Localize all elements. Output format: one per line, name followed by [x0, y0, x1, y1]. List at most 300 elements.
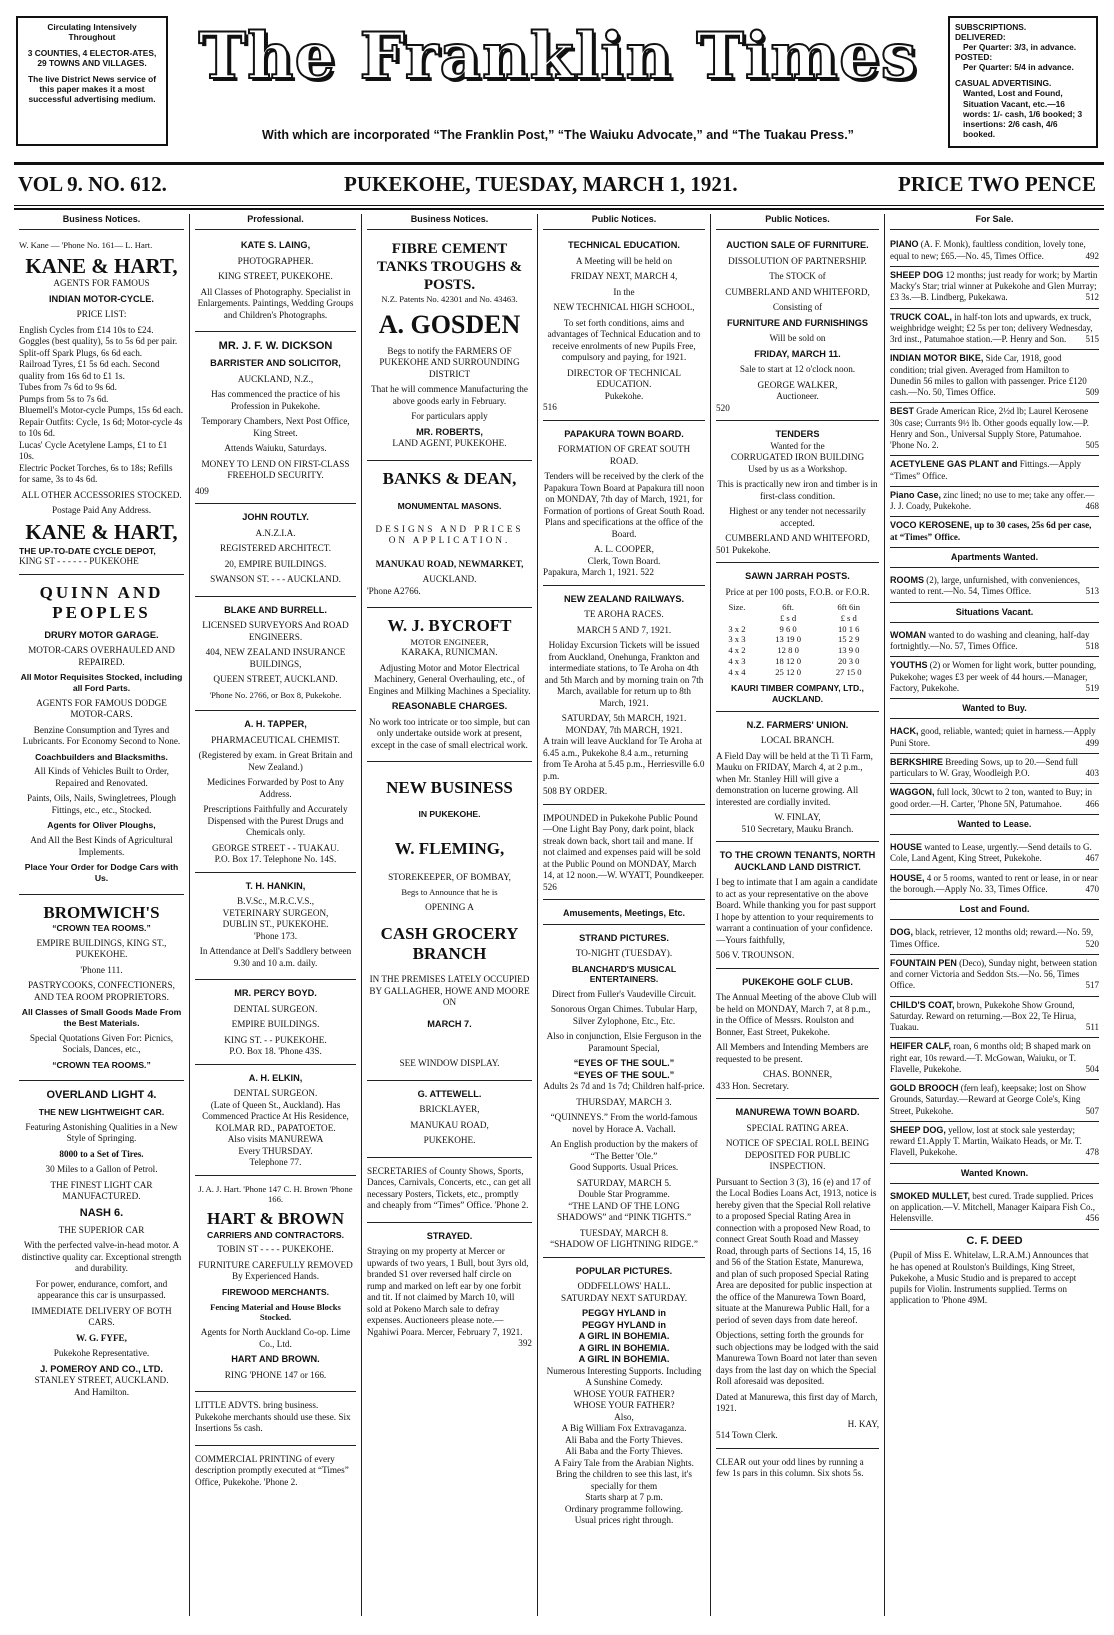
classified-number: 505 [1085, 440, 1099, 450]
classified-key: ROOMS [890, 575, 925, 585]
classified-item [890, 309, 1099, 351]
table-row [716, 624, 879, 635]
ad-line: INDIAN MOTOR-CYCLE. [49, 293, 154, 304]
classified-number: 515 [1085, 334, 1099, 344]
ad-line: IMPOUNDED in Pukekohe Public Pound—One Light Bay Pony, dark point, black streak down back, short tail and mane. If not claimed and expenses paid will be sold at the Public Pound on MONDAY, March 14, at 12 noon.—W. WYATT, Poundkeeper. 526 [543, 812, 705, 892]
price-line: Bluemell's Motor-cycle Pumps, 15s 6d each. [19, 405, 184, 416]
ad-line: Sonorous Organ Chimes. Tubular Harp, Silver Zylophone, Etc., Etc. [550, 1004, 698, 1026]
ad-line: PHARMACEUTICAL CHEMIST. [211, 734, 340, 745]
ad-line: PASTRYCOOKS, CONFECTIONERS, AND TEA ROOM PROPRIETORS. [28, 980, 175, 1002]
boyd-ad [195, 984, 356, 1065]
classified-key: FOUNTAIN PEN [890, 957, 957, 968]
classified-key: PIANO [890, 239, 919, 250]
ad-line: LOCAL BRANCH. [760, 735, 835, 746]
columns [14, 208, 1104, 1620]
column-heading: Public Notices. [543, 214, 705, 230]
ad-line: All Classes of Small Goods Made From the Best Materials. [21, 1007, 182, 1028]
classified-item [890, 870, 1099, 901]
ad-line: Medicines Forwarded by Post to Any Address. [206, 777, 345, 799]
ad-line: EMPIRE BUILDINGS. [231, 1019, 320, 1030]
ad-line: DENTAL SURGEON. [233, 1088, 318, 1099]
ad-line: Prescriptions Faithfully and Accurately Dispensed with the Purest Drugs and Chemicals only. [203, 804, 348, 838]
classified-key: BERKSHIRE [890, 756, 944, 767]
classified-key: WAGGON, [890, 787, 935, 798]
section-heading: Wanted to Buy. [890, 699, 1099, 719]
ad-line: OPENING A [425, 902, 474, 913]
table-row [716, 602, 879, 613]
price-line: English Cycles from £14 10s to £24. [19, 324, 154, 335]
ad-line: CARRIERS AND CONTRACTORS. [206, 1229, 345, 1240]
classified-item [890, 350, 1099, 403]
ad-line: Agents for Oliver Ploughs, [47, 820, 156, 831]
ad-line: W. Kane — 'Phone No. 161— L. Hart. [19, 240, 153, 251]
ad-title: NEW ZEALAND RAILWAYS. [563, 593, 685, 604]
ad-line: IMMEDIATE DELIVERY OF BOTH CARS. [31, 1305, 172, 1328]
table-cell: 9 6 0 [779, 623, 797, 634]
ad-line: In the [613, 286, 635, 297]
circ-line: 3 COUNTIES, 4 ELECTOR-ATES, 29 TOWNS AND VILLAGES. [27, 48, 157, 69]
ad-line: All Members and Intending Members are requested to be present. [716, 1042, 869, 1064]
ad-line: IN THE PREMISES LATELY OCCUPIED BY GALLAGHER, HOWE AND MOORE ON [369, 974, 530, 1008]
ad-line: This is practically new iron and timber is in first-class condition. [717, 479, 878, 501]
classified-item [890, 657, 1099, 699]
tenders-ad [716, 425, 879, 563]
classified-number: 468 [1085, 501, 1099, 511]
classified-key: ACETYLENE GAS PLANT and [890, 459, 1018, 470]
section-heading: Situations Vacant. [890, 603, 1099, 623]
classified-text: Breeding Sows, up to 20.—Send full particulars to W. Gray, Woodleigh P.O. [890, 756, 1079, 778]
ad-line: SECRETARIES of County Shows, Sports, Dances, Carnivals, Concerts, etc., can get all necessary Posters, Tickets, etc., promptly and cheaply from “Times” Office. 'Phone 2. [367, 1165, 532, 1211]
ad-line: For particulars apply [411, 411, 488, 422]
ad-line: Has commenced the practice of his Profession in Pukekohe. [211, 389, 340, 411]
ad-line: PRICE LIST: [76, 309, 127, 320]
column-heading: Business Notices. [19, 214, 184, 230]
classified-text: (2) or Women for light work, butter pounding, Pukekohe; wages £3 per week of 44 hours.—Manager, Factory, Pukekohe. [890, 660, 1097, 693]
ad-title: HART & BROWN [207, 1209, 344, 1229]
table-cell: 13 9 0 [837, 645, 860, 656]
ad-line: TE AROHA RACES. [584, 609, 664, 620]
ad-line: 'Phone A2766. [367, 585, 421, 596]
ad-line: 8000 to a Set of Tires. [59, 1148, 144, 1159]
ad-line: And All the Best Kinds of Agricultural Implements. [30, 835, 173, 857]
ad-line: (Late of Queen St., Auckland). Has Commenced Practice At His Residence, [202, 1099, 349, 1122]
classified-text: (fern leaf), keepsake; lost on Show Grounds, Saturday.—Reward at George Cole's, King Street, Pukekohe. [890, 1083, 1087, 1116]
ad-line: GEORGE STREET - - TUAKAU. [211, 842, 339, 853]
ad-line: THE NEW LIGHTWEIGHT CAR. [38, 1107, 165, 1118]
classified-key: BEST [890, 406, 915, 417]
ad-line: Agents for North Auckland Co-op. Lime Co., Ltd. [200, 1327, 351, 1349]
ad-line: Wanted for the [770, 440, 825, 451]
ad-line: 'Phone No. 2766, or Box 8, Pukekohe. [209, 689, 342, 700]
ad-line: A Sunshine Comedy. [585, 1377, 663, 1388]
ad-line: A Fairy Tale from the Arabian Nights. [554, 1457, 694, 1468]
section-heading: Apartments Wanted. [890, 548, 1099, 568]
price-table [716, 602, 879, 677]
table-cell: £ s d [779, 612, 797, 623]
ad-line: 'Phone 111. [80, 964, 123, 975]
classified-number: 507 [1085, 1105, 1099, 1116]
ad-line: MONDAY, 7th MARCH, 1921. [565, 724, 683, 735]
classified-number: 467 [1085, 853, 1099, 864]
ad-title: W. FLEMING, [394, 839, 505, 859]
ad-line: All Classes of Photography. Specialist in Enlargements. Paintings, Wedding Groups and Children's Photographs. [197, 286, 354, 320]
ad-line: KING ST - - - - - - PUKEKOHE [19, 556, 139, 567]
farmers-union-notice [716, 716, 879, 843]
classified-item [890, 1188, 1099, 1230]
ad-title: OVERLAND LIGHT 4. [46, 1089, 157, 1102]
classified-text: zinc lined; no use to me; take any offer.—J. J. Coady, Pukekohe. [890, 489, 1095, 511]
ad-line: FORMATION OF GREAT SOUTH ROAD. [557, 444, 691, 466]
ad-line: SEE WINDOW DISPLAY. [399, 1058, 500, 1069]
ad-line: A GIRL IN BOHEMIA. [578, 1354, 670, 1365]
ad-line: VETERINARY SURGEON, [222, 907, 329, 918]
classified-text: wanted to Lease, urgently.—Send details to G. Cole, Land Agent, King Street, Pukekohe. [890, 842, 1092, 864]
ad-line: KARAKA, RUNICMAN. [401, 647, 498, 658]
ad-title: JOHN ROUTLY. [242, 512, 309, 522]
ad-line: DENTAL SURGEON. [233, 1003, 318, 1014]
ad-line: Clerk, Town Board. [587, 555, 661, 566]
classified-number: 499 [1085, 737, 1099, 748]
column-heading: Professional. [195, 214, 356, 230]
classified-item [890, 517, 1099, 548]
new-business-ad [367, 766, 532, 1081]
classified-key: Piano Case, [890, 489, 942, 500]
classified-item [890, 955, 1099, 997]
ad-line: STANLEY STREET, AUCKLAND. [34, 1375, 169, 1386]
ad-title: FIBRE CEMENT TANKS TROUGHS & POSTS. [376, 241, 523, 294]
ad-line: Sale to start at 12 o'clock noon. [739, 364, 856, 375]
table-cell: 18 12 0 [775, 655, 801, 666]
golf-club-notice [716, 973, 879, 1100]
sub-line: POSTED: [955, 52, 993, 63]
table-cell: 4 x 2 [728, 645, 746, 656]
strand-pictures-ad [543, 929, 705, 1258]
classified-text: up to 30 cases, 25s 6d per case, at “Times” Office. [890, 520, 1092, 542]
ad-line: A Field Day will be held at the Ti Ti Farm, Mauku on FRIDAY, March 4, at 2 p.m., when Mr. Stanley Hill will give a demonstration on lucerne growing. All interested are cordially invited. [716, 750, 873, 807]
overland-ad [19, 1085, 184, 1404]
ad-line: “EYES OF THE SOUL.” [573, 1058, 675, 1069]
ad-line: Double Star Programme. [578, 1189, 670, 1200]
ad-line: EMPIRE BUILDINGS, KING ST., PUKEKOHE. [36, 937, 167, 960]
price-line: Railroad Tyres, £1 5s 6d each. Second quality from 16s 6d to £1 1s. [19, 359, 160, 381]
price-line: Electric Pocket Torches, 6s to 18s; Refills for same, 3s to 4s 6d. [19, 462, 173, 485]
ad-line: MARCH 5 AND 7, 1921. [576, 624, 672, 635]
ad-line: Pukekohe Representative. [53, 1348, 150, 1359]
table-cell: 15 2 9 [837, 634, 860, 645]
classified-item [890, 924, 1099, 955]
column-business-notices [14, 214, 189, 1616]
sub-line: Per Quarter: 5/4 in advance. [963, 62, 1074, 73]
ad-line: 510 Secretary, Mauku Branch. [741, 823, 854, 834]
ad-line: DISSOLUTION OF PARTNERSHIP. [728, 255, 867, 266]
classified-key: WOMAN [890, 629, 926, 640]
ad-line: SATURDAY, MARCH 5. [576, 1177, 672, 1188]
ad-line: BLANCHARD'S MUSICAL ENTERTAINERS. [571, 963, 677, 985]
classified-number: 511 [1085, 1022, 1099, 1032]
crown-tenants-notice [716, 846, 879, 969]
quinn-peoples-ad [19, 579, 184, 895]
classified-item [890, 997, 1099, 1039]
classified-text: yellow, lost at stock sale yesterday; reward £1.Apply T. Martin, Waikato Heads, or Mr. T. Flavell, Pukekohe. [890, 1124, 1082, 1158]
table-row [716, 656, 879, 667]
ad-line: Usual prices right through. [574, 1515, 674, 1526]
ad-line: “QUINNEYS.” From the world-famous novel by Horace A. Vachall. [550, 1112, 698, 1134]
table-cell: 6ft 6in [837, 602, 861, 613]
ad-line: DRURY MOTOR GARAGE. [44, 629, 159, 640]
ad-line: SPECIAL RATING AREA. [746, 1122, 849, 1133]
ad-line: BRICKLAYER, [419, 1104, 480, 1115]
ad-line: H. KAY, [847, 1418, 879, 1429]
ad-number: 409 [195, 485, 209, 496]
ad-line: Telephone 77. [249, 1157, 302, 1168]
ad-line: NEW TECHNICAL HIGH SCHOOL, [553, 302, 695, 313]
table-cell: Size. [728, 602, 746, 613]
classified-text: full lock, 30cwt to 2 ton, wanted to Buy; in good order.—H. Carter, 'Phone 5N, Patumahoe. [890, 787, 1092, 809]
ad-line: Starts sharp at 7 p.m. [585, 1492, 663, 1503]
classified-item [890, 236, 1099, 267]
table-cell: 6ft. [782, 602, 794, 613]
ad-number: 520 [716, 402, 730, 413]
ad-line: PEGGY HYLAND in [581, 1308, 667, 1319]
classified-item [890, 784, 1099, 815]
price-line: Pumps from 5s to 7s 6d. [19, 393, 109, 404]
ad-line: For power, endurance, comfort, and appearance this car is unsurpassed. [35, 1278, 168, 1301]
ad-line: Begs to notify the FARMERS OF PUKEKOHE AND SURROUNDING DISTRICT [379, 345, 520, 379]
attewell-ad [367, 1085, 532, 1158]
ad-line: PHOTOGRAPHER. [237, 255, 314, 266]
ad-line: FURNITURE AND FURNISHINGS [726, 317, 869, 328]
ad-line: To set forth conditions, aims and advantages of Technical Education and to receive enrolments of new Pupils Free, compulsory and paying, for 1921. [547, 317, 701, 363]
ad-line: QUEEN STREET, AUCKLAND. [213, 674, 338, 684]
ad-title: PUKEKOHE GOLF CLUB. [742, 976, 853, 987]
sub-line: DELIVERED: [955, 32, 1006, 43]
ad-line: REGISTERED ARCHITECT. [219, 543, 332, 553]
ad-title: SAWN JARRAH POSTS. [745, 571, 850, 582]
blake-burrell-ad [195, 601, 356, 712]
ad-line: “CROWN TEA ROOMS.” [52, 1059, 151, 1070]
ad-line: Attends Waiuku, Saturdays. [224, 443, 327, 453]
classified-text: (A. F. Monk), faultless condition, lovely tone, equal to new; £65.—No. 45, Times Office. [890, 239, 1086, 261]
ad-title: CASH GROCERY BRANCH [380, 923, 519, 963]
ad-title: MANUREWA TOWN BOARD. [735, 1107, 860, 1118]
deed-ad [890, 1230, 1099, 1311]
ad-line: Fencing Material and House Blocks Stocked. [210, 1301, 341, 1323]
ad-line: FRIDAY, MARCH 11. [754, 348, 841, 359]
classified-number: 519 [1085, 682, 1099, 693]
ad-line: Pukekohe. [604, 390, 644, 401]
masthead [14, 8, 1104, 158]
subscriptions-box [948, 16, 1098, 148]
ad-line: COMMERCIAL PRINTING of every description promptly executed at “Times” Office, Pukekohe. 'Phone 2. [195, 1453, 349, 1487]
ad-title: NEW BUSINESS [386, 778, 513, 798]
ad-line: WHOSE YOUR FATHER? [573, 1388, 675, 1399]
ad-title: QUINN AND PEOPLES [39, 582, 164, 623]
classified-text: (Deco), Sunday night, between station and corner Victoria and Seddon Sts.—No. 56, Times Office. [890, 957, 1098, 991]
ad-number: 392 [518, 1338, 532, 1349]
ad-line: A Meeting will be held on [575, 255, 673, 266]
ad-title: STRAYED. [426, 1230, 473, 1241]
ad-line: A. L. COOPER, [594, 544, 654, 555]
classified-item [890, 723, 1099, 754]
ad-line: CLEAR out your odd lines by running a few 1s pars in this column. Six shots 5s. [716, 1456, 864, 1479]
ad-line: A Big William Fox Extravaganza. [561, 1423, 687, 1434]
ad-title: BROMWICH'S [43, 902, 160, 922]
ad-line: 514 Town Clerk. [716, 1430, 778, 1441]
ad-title: POPULAR PICTURES. [575, 1265, 673, 1276]
section-heading: Lost and Found. [890, 900, 1099, 920]
classified-number: 509 [1085, 387, 1099, 397]
ad-line: 404, NEW ZEALAND INSURANCE BUILDINGS, [205, 647, 346, 669]
column-heading: For Sale. [890, 214, 1099, 230]
column-heading: Public Notices. [716, 214, 879, 230]
ad-line: “THE LAND OF THE LONG SHADOWS” and “PINK TIGHTS.” [556, 1200, 692, 1223]
ad-line: Featuring Astonishing Qualities in a New Style of Springing. [25, 1121, 178, 1144]
classified-text: (2), large, unfurnished, with conveniences, wanted to rent.—No. 54, Times Office. [890, 575, 1081, 597]
ad-title: MR. J. F. W. DICKSON [218, 340, 333, 353]
classified-key: CHILD'S COAT, [890, 999, 955, 1010]
ad-line: And Hamilton. [73, 1386, 130, 1397]
ad-line: FIREWOOD MERCHANTS. [222, 1286, 329, 1297]
tapper-ad [195, 715, 356, 873]
ad-line: B.V.Sc., M.R.C.V.S., [236, 896, 314, 907]
ad-line: MR. ROBERTS, [416, 426, 483, 437]
ad-line: A train will leave Auckland for Te Aroha at 6.45 a.m., Pukekohe 8.4 a.m., returning from Te Aroha at 5.45 p.m., Herriesville 6.0 p.m. [543, 736, 705, 781]
classified-number: 478 [1085, 1147, 1099, 1158]
ad-title: TECHNICAL EDUCATION. [568, 240, 680, 251]
ad-line: An English production by the makers of “The Better 'Ole.” [550, 1139, 698, 1161]
classified-number: 466 [1085, 798, 1099, 809]
ad-line: Ali Baba and the Forty Thieves. [565, 1446, 683, 1457]
classified-item [890, 1038, 1099, 1080]
ad-line: Bring the children to see this last, it's specially for them [556, 1469, 692, 1491]
classified-item [890, 456, 1099, 487]
ad-line: DESIGNS AND PRICES ON APPLICATION. [375, 523, 524, 546]
table-cell: 20 3 0 [837, 655, 860, 666]
ad-line: PEGGY HYLAND in [581, 1319, 667, 1330]
ad-line: N.Z. Patents No. 42301 and No. 43463. [381, 294, 518, 305]
ad-number: 516 [543, 402, 557, 413]
technical-education-notice [543, 236, 705, 421]
ad-line: MANUKAU ROAD, [410, 1119, 489, 1130]
ad-title: W. J. BYCROFT [387, 616, 512, 636]
classified-key: TRUCK COAL, [890, 311, 952, 322]
classified-key: HACK, [890, 726, 919, 737]
table-cell: 3 x 2 [728, 623, 746, 634]
ad-line: THE SUPERIOR CAR [58, 1224, 145, 1235]
banks-dean-ad [367, 465, 532, 609]
table-cell: 25 12 0 [775, 666, 801, 677]
ad-title: KATE S. LAING, [240, 240, 311, 251]
ad-line: “SHADOW OF LIGHTNING RIDGE.” [550, 1239, 698, 1250]
ad-line: Used by us as a Workshop. [747, 463, 848, 474]
price-line: Tubes from 7s 6d to 9s 6d. [19, 382, 117, 393]
classified-key: DOG, [890, 927, 914, 938]
table-cell: £ s d [840, 612, 857, 623]
ad-line: MOTOR-CARS OVERHAULED AND REPAIRED. [28, 645, 175, 667]
table-cell: 27 15 0 [835, 666, 862, 677]
sub-line: CASUAL ADVERTISING. [955, 78, 1052, 89]
ad-title: STRAND PICTURES. [579, 932, 669, 943]
ad-line: Begs to Announce that he is [401, 887, 498, 898]
ad-line: Place Your Order for Dodge Cars with Us. [24, 862, 179, 883]
ad-line: LICENSED SURVEYORS And ROAD ENGINEERS. [202, 620, 349, 642]
classified-text: 4 or 5 rooms, wanted to rent or lease, in or near the borough.—Apply No. 33, Times Office. [890, 872, 1098, 894]
fibre-cement-ad [367, 236, 532, 460]
ad-line: ODDFELLOWS' HALL. [577, 1281, 671, 1292]
sub-line: Wanted, Lost and Found, Situation Vacant, etc.—16 words: 1/- cash, 1/6 booked; 3 insertions: 2/6 cash, 4/6 booked. [963, 88, 1083, 139]
ad-line: CORRUGATED IRON BUILDING [730, 452, 865, 463]
ad-line: 30 Miles to a Gallon of Petrol. [45, 1164, 158, 1175]
classified-key: SHEEP DOG [890, 269, 944, 280]
ad-line: Temporary Chambers, Next Post Office, King Street. [201, 416, 350, 438]
column-classifieds [884, 214, 1104, 1616]
classified-item [890, 487, 1099, 518]
ad-line: J. POMEROY AND CO., LTD. [40, 1363, 163, 1374]
ad-line: HART AND BROWN. [231, 1354, 320, 1365]
ad-line: THE FINEST LIGHT CAR MANUFACTURED. [50, 1179, 153, 1202]
table-row [716, 645, 879, 656]
price-line: Split-off Spark Plugs, 6s 6d each. [19, 347, 143, 358]
table-row [716, 613, 879, 624]
ad-line: NOTICE OF SPECIAL ROLL BEING DEPOSITED FOR PUBLIC INSPECTION. [725, 1138, 870, 1172]
place-date: PUKEKOHE, TUESDAY, MARCH 1, 1921. [344, 172, 738, 196]
ad-line: RING 'PHONE 147 or 166. [224, 1369, 327, 1380]
ad-line: TO-NIGHT (TUESDAY). [575, 948, 673, 958]
ad-line: KING STREET, PUKEKOHE. [218, 271, 333, 282]
ad-line: (Pupil of Miss E. Whitelaw, L.R.A.M.) Announces that he has opened at Roulston's Buildings, King Street, Pukekohe, a Music Studio and is prepared to accept pupils for Violin. Instruments supplied. Terms on application to 'Phone 49M. [890, 1250, 1089, 1306]
classified-number: 456 [1085, 1213, 1099, 1224]
ad-title: BLAKE AND BURRELL. [224, 604, 327, 615]
ad-line: LITTLE ADVTS. bring business. Pukekohe merchants should use these. Six Insertions 5s cash. [195, 1400, 351, 1434]
ad-line: With the perfected valve-in-head motor. A distinctive quality car. Exceptional strength and durability. [21, 1240, 182, 1274]
ad-line: CHAS. BONNER, [762, 1069, 833, 1080]
classified-text: Grade American Rice, 2½d lb; Laurel Kerosene 30s case; Currants 9½ lb. Other goods equally low.—P. Henry and Son., Universal Supply Store, Patumahoe. 'Phone No. 2. [890, 406, 1089, 450]
kane-hart-ad [19, 236, 184, 575]
ad-line: MARCH 7. [427, 1018, 472, 1029]
section-heading: Wanted to Lease. [890, 815, 1099, 835]
ad-line: Adjusting Motor and Motor Electrical Machinery, General Overhauling, etc., of Engines and Milking Machines a Speciality. [368, 662, 531, 696]
column-public-notices [537, 214, 710, 1616]
ad-line: By Experienced Hands. [232, 1271, 319, 1282]
ad-line: Tenders will be received by the clerk of the Papakura Town Board at Papakura till noon on MONDAY, 7th day of March, 1921, for Formation of portions of Great South Road. Plans and specifications at the office of the Board. [543, 471, 705, 539]
ad-line: 433 Hon. Secretary. [716, 1080, 789, 1091]
ad-title: T. H. HANKIN, [245, 880, 306, 891]
bromwichs-ad [19, 899, 184, 1082]
impounded-notice [543, 809, 705, 901]
dickson-ad [195, 336, 356, 504]
ad-line: KING ST. - - PUKEKOHE. [224, 1034, 327, 1045]
ad-title: N.Z. FARMERS' UNION. [746, 719, 849, 730]
circulation-box [16, 16, 168, 146]
table-cell: 3 x 3 [728, 634, 746, 645]
ad-line: LAND AGENT, PUKEKOHE. [392, 438, 507, 449]
classified-text: roan, 6 months old; B shaped mark on right ear, 10s reward.—T. McGowan, Waiuku, or T. Flavelle, Pukekohe. [890, 1041, 1091, 1074]
ad-line: Holiday Excursion Tickets will be issued from Auckland, Onehunga, Frankton and intermediate stations, to Te Aroha on 4th and 5th March and by morning train on 7th March, available for return up to 8th March, 1921. [544, 640, 704, 708]
ad-line: Ali Baba and the Forty Thieves. [565, 1434, 683, 1445]
ad-line: W. G. FYFE, [76, 1332, 127, 1343]
ad-line: Special Quotations Given For: Picnics, Socials, Dances, etc., [29, 1032, 174, 1055]
classified-text: best cured. Trade supplied. Prices on application.—V. Mitchell, Manager Kaipara Fish Co., Helensville. [890, 1190, 1096, 1224]
classified-key: HEIFER CALF, [890, 1041, 952, 1052]
column-public-notices-2 [710, 214, 884, 1616]
ad-title: KANE & HART, [25, 519, 178, 544]
ad-line: Direct from Fuller's Vaudeville Circuit. [551, 988, 697, 999]
secretaries-ad [367, 1162, 532, 1223]
commercial-printing [195, 1450, 356, 1499]
ad-line: BARRISTER AND SOLICITOR, [210, 358, 341, 368]
hart-brown-ad [195, 1180, 356, 1392]
ad-line: Also visits MANUREWA [227, 1134, 324, 1145]
